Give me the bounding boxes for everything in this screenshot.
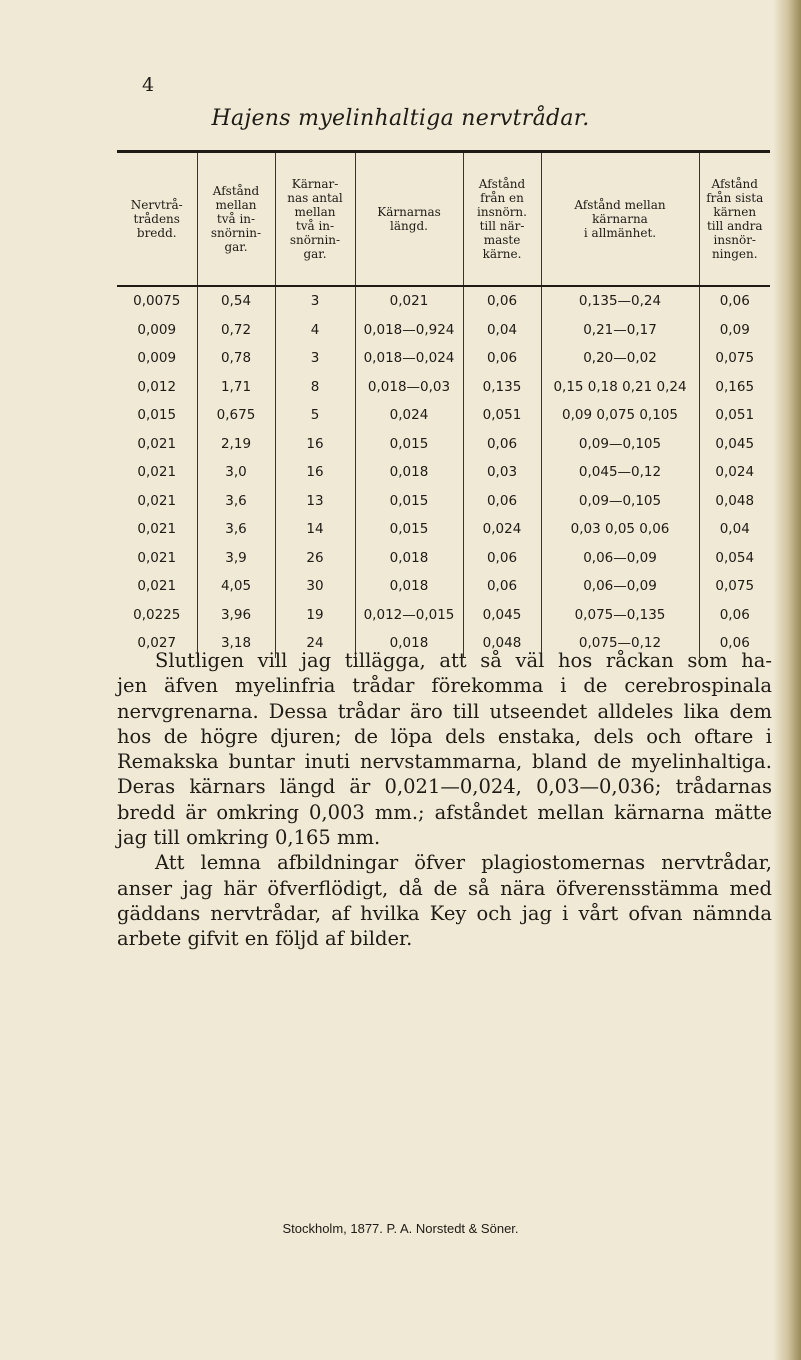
table-cell: 0,135 (463, 373, 541, 402)
table-body (117, 287, 770, 658)
table-cell: 0,021 (137, 521, 177, 538)
column-header-line: till när- (479, 219, 525, 233)
table-cell: 26 (275, 544, 355, 573)
table-cell: 0,012—0,015 (355, 601, 463, 630)
column-header-line: Afstånd (478, 177, 526, 191)
table-cell: 3 (275, 287, 355, 316)
column-header-line: längd. (390, 219, 428, 233)
table-cell: 0,72 (197, 316, 275, 345)
table-cell: 0,78 (197, 344, 275, 373)
column-header (355, 153, 463, 285)
page-edge (773, 0, 801, 1360)
text-line: arbete gifvit en följd af bilder. (117, 927, 413, 951)
table-cell: 0,675 (197, 401, 275, 430)
text-line: Att lemna afbildningar öfver plagiostomernas nervtrådar, (155, 851, 772, 875)
column-header-line: nas antal (287, 191, 343, 205)
table-cell: 0,03 0,05 0,06 (541, 515, 699, 544)
table-cell: 0,135—0,24 (541, 287, 699, 316)
paragraph-2 (117, 850, 772, 951)
body-text (117, 648, 772, 952)
table-cell: 0,024 (355, 401, 463, 430)
table-cell: 24 (275, 629, 355, 658)
table-cell: 0,054 (699, 544, 770, 573)
text-line: bredd är omkring 0,003 mm.; afståndet mellan kärnarna mätte (117, 800, 772, 824)
table-cell: 0,015 (137, 407, 177, 424)
table-cell: 4,05 (197, 572, 275, 601)
table-cell: 0,015 (355, 515, 463, 544)
table-cell: 13 (275, 487, 355, 516)
table-cell: 0,06 (699, 601, 770, 630)
table-row (117, 430, 770, 459)
column-header-line: kärnen (713, 205, 757, 219)
table-cell: 0,075—0,12 (541, 629, 699, 658)
table-cell: 0,06—0,09 (541, 572, 699, 601)
table-cell: 0,06 (699, 629, 770, 658)
table-cell: 3,0 (197, 458, 275, 487)
table-cell: 0,21—0,17 (541, 316, 699, 345)
table-cell: 3,6 (197, 515, 275, 544)
column-header-line: Kärnar- (291, 177, 339, 191)
table-row (117, 373, 770, 402)
paragraph-1 (117, 648, 772, 850)
column-header-line: två in- (216, 212, 256, 226)
table-cell: 0,09—0,105 (541, 487, 699, 516)
table-cell: 0,0225 (133, 606, 181, 623)
table-cell: 0,045 (463, 601, 541, 630)
table-row (117, 287, 770, 316)
column-header-line: insnörn. (477, 205, 527, 219)
table-cell: 0,54 (197, 287, 275, 316)
table-cell: 0,009 (137, 350, 177, 367)
table-header-row (117, 153, 770, 285)
text-line: Deras kärnars längd är 0,021—0,024, 0,03—0,036; trådarnas (117, 775, 772, 799)
column-header (117, 153, 197, 285)
table-cell: 3,9 (197, 544, 275, 573)
table-cell: 0,012 (137, 378, 177, 395)
table-cell: 0,165 (699, 373, 770, 402)
column-header-line: två in- (295, 219, 335, 233)
table-row (117, 601, 770, 630)
table-cell: 4 (275, 316, 355, 345)
column-header-line: i allmänhet. (583, 226, 657, 240)
table-cell: 0,015 (355, 487, 463, 516)
text-line: hos de högre djuren; de löpa dels enstaka, dels och oftare i (117, 724, 772, 748)
column-header-line: Afstånd (711, 177, 758, 191)
table-cell: 0,018 (355, 629, 463, 658)
table-cell: 0,075—0,135 (541, 601, 699, 630)
column-header-line: snörnin- (289, 233, 341, 247)
table-cell: 30 (275, 572, 355, 601)
table-cell: 3,96 (197, 601, 275, 630)
table-cell: 0,051 (463, 401, 541, 430)
imprint: Stockholm, 1877. P. A. Norstedt & Söner. (282, 1221, 519, 1236)
table-cell: 0,021 (137, 578, 177, 595)
table-cell: 0,018—0,024 (355, 344, 463, 373)
table-cell: 19 (275, 601, 355, 630)
table-cell: 0,018—0,924 (355, 316, 463, 345)
text-line: jen äfven myelinfria trådar förekomma i de cerebrospinala (117, 674, 772, 698)
table-row (117, 515, 770, 544)
column-header-line: gar. (224, 240, 248, 254)
table-cell: 0,045—0,12 (541, 458, 699, 487)
table-cell: 0,021 (355, 287, 463, 316)
column-header-line: Afstånd mellan (574, 198, 666, 212)
column-header-line: Nervtrå- (130, 198, 183, 212)
table-row (117, 344, 770, 373)
table-cell: 0,024 (463, 515, 541, 544)
table-cell: 0,04 (699, 515, 770, 544)
column-header-line: mellan (294, 205, 336, 219)
column-header-line: mellan (215, 198, 257, 212)
text-line: jag till omkring 0,165 mm. (117, 826, 381, 850)
table-row (117, 572, 770, 601)
column-header (197, 153, 275, 285)
column-header-line: till andra (706, 219, 763, 233)
text-line: nervgrenarna. Dessa trådar äro till utseendet alldeles lika dem (117, 699, 772, 723)
table-cell: 0,06 (463, 572, 541, 601)
table-cell: 0,06 (463, 430, 541, 459)
table-cell: 0,018 (355, 458, 463, 487)
table-cell: 0,024 (699, 458, 770, 487)
table-cell: 0,0075 (133, 293, 181, 310)
text-line: gäddans nervtrådar, af hvilka Key och jag i vårt ofvan nämnda (117, 901, 772, 925)
table-cell: 0,051 (699, 401, 770, 430)
text-line: anser jag här öfverflödigt, då de så nära öfverensstämma med (117, 876, 772, 900)
data-table (117, 150, 770, 658)
table-cell: 0,06 (463, 487, 541, 516)
table-cell: 0,06 (463, 544, 541, 573)
table-cell: 0,018—0,03 (355, 373, 463, 402)
table-cell: 8 (275, 373, 355, 402)
column-header-line: trådens (133, 212, 180, 226)
table-cell: 0,021 (137, 492, 177, 509)
table-cell: 0,03 (463, 458, 541, 487)
column-header-line: bredd. (136, 226, 177, 240)
column-header-line: från en (480, 191, 524, 205)
table-cell: 14 (275, 515, 355, 544)
table-cell: 0,06—0,09 (541, 544, 699, 573)
table-cell: 0,075 (699, 572, 770, 601)
table-cell: 0,04 (463, 316, 541, 345)
column-header-line: från sista (706, 191, 764, 205)
table-cell: 3,6 (197, 487, 275, 516)
table-cell: 5 (275, 401, 355, 430)
table-cell: 0,027 (137, 635, 177, 652)
table-cell: 0,075 (699, 344, 770, 373)
column-header-line: kärnarna (592, 212, 648, 226)
column-header-line: insnör- (713, 233, 756, 247)
table-cell: 0,021 (137, 435, 177, 452)
table-cell: 0,09 (699, 316, 770, 345)
table-cell: 0,015 (355, 430, 463, 459)
table-cell: 0,021 (137, 464, 177, 481)
table-cell: 0,06 (699, 287, 770, 316)
table-cell: 0,15 0,18 0,21 0,24 (541, 373, 699, 402)
running-title: Hajens myelinhaltiga nervtrådar. (211, 106, 590, 131)
table-row (117, 401, 770, 430)
table-cell: 0,20—0,02 (541, 344, 699, 373)
table-cell: 3 (275, 344, 355, 373)
table-row (117, 544, 770, 573)
table-cell: 0,045 (699, 430, 770, 459)
table-cell: 16 (275, 430, 355, 459)
column-header (541, 153, 699, 285)
table-cell: 0,09—0,105 (541, 430, 699, 459)
column-header (699, 153, 770, 285)
table-cell: 2,19 (197, 430, 275, 459)
table-cell: 0,048 (463, 629, 541, 658)
column-header-line: maste (483, 233, 521, 247)
table-cell: 0,018 (355, 572, 463, 601)
table-row (117, 316, 770, 345)
table-cell: 0,009 (137, 321, 177, 338)
table-cell: 0,06 (463, 287, 541, 316)
table-cell: 0,018 (355, 544, 463, 573)
table-cell: 0,06 (463, 344, 541, 373)
table-row (117, 487, 770, 516)
column-header-line: kärne. (482, 247, 522, 261)
column-header-line: Afstånd (212, 184, 260, 198)
table-cell: 3,18 (197, 629, 275, 658)
column-header (275, 153, 355, 285)
table-cell: 0,048 (699, 487, 770, 516)
table-cell: 1,71 (197, 373, 275, 402)
column-header (463, 153, 541, 285)
column-header-line: snörnin- (210, 226, 262, 240)
text-line: Slutligen vill jag tillägga, att så väl hos råckan som ha- (155, 649, 772, 672)
text-line: Remakska buntar inuti nervstammarna, bland de myelinhaltiga. (117, 750, 772, 774)
table-cell: 0,021 (137, 549, 177, 566)
column-header-line: gar. (303, 247, 327, 261)
table-cell: 16 (275, 458, 355, 487)
column-header-line: Kärnarnas (377, 205, 441, 219)
table-cell: 0,09 0,075 0,105 (541, 401, 699, 430)
table-row (117, 458, 770, 487)
column-header-line: ningen. (711, 247, 758, 261)
page-number: 4 (142, 74, 155, 96)
